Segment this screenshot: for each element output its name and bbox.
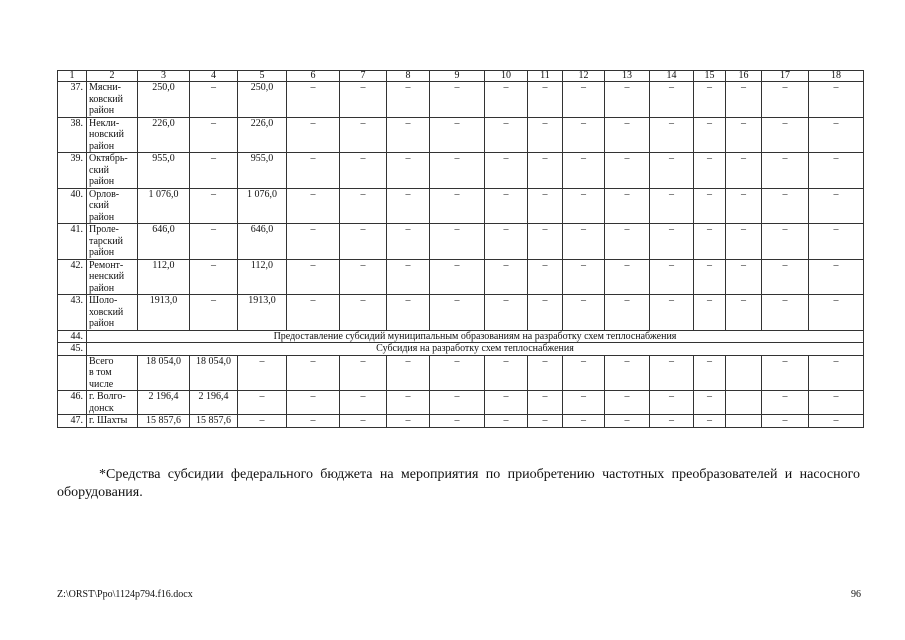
row-number: 42. (58, 259, 87, 295)
value-cell: 2 196,4 (138, 391, 190, 415)
table-cell: – (809, 117, 864, 153)
table-cell: – (809, 259, 864, 295)
table-cell: – (387, 188, 430, 224)
table-cell: – (809, 153, 864, 189)
table-cell: – (340, 82, 387, 118)
header-row (58, 71, 864, 82)
page-number: 96 (851, 589, 861, 600)
table-cell: – (340, 295, 387, 331)
table-cell: – (340, 391, 387, 415)
value-cell: 15 857,6 (138, 415, 190, 428)
table-cell: – (605, 355, 650, 391)
table-cell: – (563, 415, 605, 428)
table-cell: – (238, 355, 287, 391)
table-cell: – (762, 224, 809, 260)
table-cell: – (726, 82, 762, 118)
table-cell: – (340, 355, 387, 391)
table-cell: – (387, 117, 430, 153)
row-number: 45. (58, 343, 87, 356)
table-cell: – (430, 153, 485, 189)
column-header: 9 (430, 71, 485, 82)
table-cell: – (485, 259, 528, 295)
table-cell: – (387, 391, 430, 415)
section-heading: Предоставление субсидий муниципальным образованиям на разработку схем теплоснабжения (87, 330, 864, 343)
value-cell: 2 196,4 (190, 391, 238, 415)
table-cell: – (694, 259, 726, 295)
table-cell: – (387, 82, 430, 118)
district-name: Ремонт- ненский район (87, 259, 138, 295)
table-cell: – (650, 355, 694, 391)
table-cell: – (762, 82, 809, 118)
table-cell: – (605, 188, 650, 224)
funding-table (57, 70, 864, 428)
table-cell: – (809, 355, 864, 391)
table-cell: – (287, 295, 340, 331)
table-cell: – (485, 82, 528, 118)
value-cell: 955,0 (138, 153, 190, 189)
table-cell: – (190, 295, 238, 331)
value-cell: 955,0 (238, 153, 287, 189)
section-heading: Субсидия на разработку схем теплоснабжения (87, 343, 864, 356)
table-cell: – (650, 224, 694, 260)
column-header: 2 (87, 71, 138, 82)
table-row (58, 391, 864, 415)
row-number: 44. (58, 330, 87, 343)
table-cell: – (340, 188, 387, 224)
column-header: 17 (762, 71, 809, 82)
table-row (58, 295, 864, 331)
column-header: 18 (809, 71, 864, 82)
table-cell: – (605, 391, 650, 415)
table-cell: – (190, 259, 238, 295)
value-cell: 1 076,0 (138, 188, 190, 224)
table-cell: – (762, 153, 809, 189)
table-cell: – (190, 117, 238, 153)
column-header: 12 (563, 71, 605, 82)
table-cell: – (340, 117, 387, 153)
table-cell: – (563, 188, 605, 224)
table-cell: – (809, 391, 864, 415)
table-cell: – (340, 259, 387, 295)
table-cell: – (563, 391, 605, 415)
column-header: 14 (650, 71, 694, 82)
row-number (58, 355, 87, 391)
column-header: 7 (340, 71, 387, 82)
table-cell: – (694, 188, 726, 224)
table-cell: – (650, 415, 694, 428)
table-cell: – (287, 259, 340, 295)
table-cell: – (563, 355, 605, 391)
column-header: 1 (58, 71, 87, 82)
row-number: 37. (58, 82, 87, 118)
table-cell: – (287, 224, 340, 260)
table-cell: – (430, 355, 485, 391)
table-cell: – (287, 188, 340, 224)
table-row (58, 82, 864, 118)
table-cell: – (694, 415, 726, 428)
district-name: Октябрь- ский район (87, 153, 138, 189)
district-name: Мясни- ковский район (87, 82, 138, 118)
table-cell: – (528, 355, 563, 391)
table-row (58, 117, 864, 153)
table-cell: – (387, 355, 430, 391)
footnote: *Средства субсидии федерального бюджета на мероприятия по приобретению частотных преобразователей и насосного оборудования. (57, 467, 860, 500)
value-cell: 250,0 (138, 82, 190, 118)
table-cell: – (650, 117, 694, 153)
table-cell (726, 415, 762, 428)
table-row (58, 224, 864, 260)
table-cell: – (650, 153, 694, 189)
column-header: 10 (485, 71, 528, 82)
column-header: 8 (387, 71, 430, 82)
table-cell: – (563, 224, 605, 260)
table-cell: – (485, 415, 528, 428)
table-cell: – (387, 415, 430, 428)
table-cell: – (430, 224, 485, 260)
table-cell: – (430, 415, 485, 428)
table-cell: – (605, 117, 650, 153)
table-cell: – (762, 259, 809, 295)
table-cell: – (563, 295, 605, 331)
row-number: 41. (58, 224, 87, 260)
district-name: Всего в том числе (87, 355, 138, 391)
table-cell: – (694, 224, 726, 260)
row-number: 38. (58, 117, 87, 153)
table-cell: – (287, 355, 340, 391)
table-cell: – (528, 391, 563, 415)
table-cell: – (287, 415, 340, 428)
table-cell: – (430, 82, 485, 118)
table-cell: – (190, 82, 238, 118)
file-path: Z:\ORST\Ppo\1124p794.f16.docx (57, 589, 193, 600)
table-cell: – (726, 259, 762, 295)
table-cell: – (809, 415, 864, 428)
table-cell: – (340, 415, 387, 428)
table-cell: – (528, 82, 563, 118)
table-cell: – (238, 391, 287, 415)
table-row (58, 415, 864, 428)
table-cell: – (762, 295, 809, 331)
table-cell: – (190, 153, 238, 189)
value-cell: 112,0 (238, 259, 287, 295)
table-cell: – (809, 82, 864, 118)
row-number: 40. (58, 188, 87, 224)
table-cell: – (340, 153, 387, 189)
table-cell: – (694, 117, 726, 153)
value-cell: 646,0 (138, 224, 190, 260)
value-cell: 1913,0 (138, 295, 190, 331)
table-cell: – (726, 295, 762, 331)
table-cell: – (485, 295, 528, 331)
table-cell: – (650, 188, 694, 224)
column-header: 13 (605, 71, 650, 82)
table-cell: – (190, 188, 238, 224)
table-cell: – (762, 355, 809, 391)
table-cell: – (650, 259, 694, 295)
table-cell (726, 355, 762, 391)
district-name: Некли- новский район (87, 117, 138, 153)
table-cell: – (650, 391, 694, 415)
table-cell: – (726, 117, 762, 153)
table-cell: – (809, 224, 864, 260)
column-header: 5 (238, 71, 287, 82)
table-row (58, 259, 864, 295)
table-cell: – (563, 259, 605, 295)
table-cell: – (485, 391, 528, 415)
table-cell: – (605, 415, 650, 428)
table-cell: – (694, 391, 726, 415)
value-cell: 250,0 (238, 82, 287, 118)
table-cell: – (726, 188, 762, 224)
table-cell: – (563, 82, 605, 118)
table-cell: – (430, 295, 485, 331)
table-cell: – (809, 295, 864, 331)
table-cell: – (340, 224, 387, 260)
value-cell: 18 054,0 (190, 355, 238, 391)
table-row (58, 188, 864, 224)
value-cell: 15 857,6 (190, 415, 238, 428)
value-cell: 1913,0 (238, 295, 287, 331)
table-cell: – (430, 391, 485, 415)
table-cell: – (485, 153, 528, 189)
table-cell: – (387, 259, 430, 295)
column-header: 15 (694, 71, 726, 82)
column-header: 4 (190, 71, 238, 82)
table-cell: – (485, 188, 528, 224)
table-row (58, 343, 864, 356)
value-cell: 18 054,0 (138, 355, 190, 391)
value-cell: 112,0 (138, 259, 190, 295)
table-cell: – (430, 117, 485, 153)
table-row (58, 330, 864, 343)
table-cell: – (430, 188, 485, 224)
table-cell: – (694, 295, 726, 331)
table-cell: – (485, 224, 528, 260)
table-cell: – (528, 117, 563, 153)
table-cell: – (287, 153, 340, 189)
table-cell: – (287, 391, 340, 415)
table-cell: – (605, 224, 650, 260)
table-cell: – (485, 117, 528, 153)
table-cell: – (387, 153, 430, 189)
table-cell: – (528, 224, 563, 260)
table-cell: – (762, 188, 809, 224)
column-header: 6 (287, 71, 340, 82)
table-cell: – (726, 153, 762, 189)
table-cell: – (726, 224, 762, 260)
table-cell: – (387, 295, 430, 331)
table-cell (726, 391, 762, 415)
table-cell: – (528, 188, 563, 224)
row-number: 46. (58, 391, 87, 415)
column-header: 16 (726, 71, 762, 82)
district-name: Орлов- ский район (87, 188, 138, 224)
table-cell: – (528, 153, 563, 189)
table-cell: – (694, 153, 726, 189)
value-cell: 646,0 (238, 224, 287, 260)
table-cell: – (563, 153, 605, 189)
table-cell: – (762, 415, 809, 428)
row-number: 43. (58, 295, 87, 331)
table-cell: – (387, 224, 430, 260)
table-cell: – (287, 117, 340, 153)
table-cell: – (762, 117, 809, 153)
table-cell: – (650, 82, 694, 118)
table-cell: – (287, 82, 340, 118)
table-cell: – (694, 355, 726, 391)
table-cell: – (190, 224, 238, 260)
district-name: г. Волго- донск (87, 391, 138, 415)
row-number: 47. (58, 415, 87, 428)
table-cell: – (605, 153, 650, 189)
column-header: 3 (138, 71, 190, 82)
column-header: 11 (528, 71, 563, 82)
table-cell: – (809, 188, 864, 224)
table-cell: – (528, 259, 563, 295)
table-cell: – (238, 415, 287, 428)
value-cell: 1 076,0 (238, 188, 287, 224)
table-cell: – (485, 355, 528, 391)
table-cell: – (605, 259, 650, 295)
table-cell: – (528, 295, 563, 331)
district-name: Проле- тарский район (87, 224, 138, 260)
table-cell: – (605, 295, 650, 331)
value-cell: 226,0 (238, 117, 287, 153)
value-cell: 226,0 (138, 117, 190, 153)
table-cell: – (762, 391, 809, 415)
table-cell: – (430, 259, 485, 295)
table-row (58, 153, 864, 189)
table-cell: – (650, 295, 694, 331)
table-cell: – (563, 117, 605, 153)
table-cell: – (605, 82, 650, 118)
row-number: 39. (58, 153, 87, 189)
table-cell: – (528, 415, 563, 428)
district-name: Шоло- ховский район (87, 295, 138, 331)
table-cell: – (694, 82, 726, 118)
table-row (58, 355, 864, 391)
district-name: г. Шахты (87, 415, 138, 428)
